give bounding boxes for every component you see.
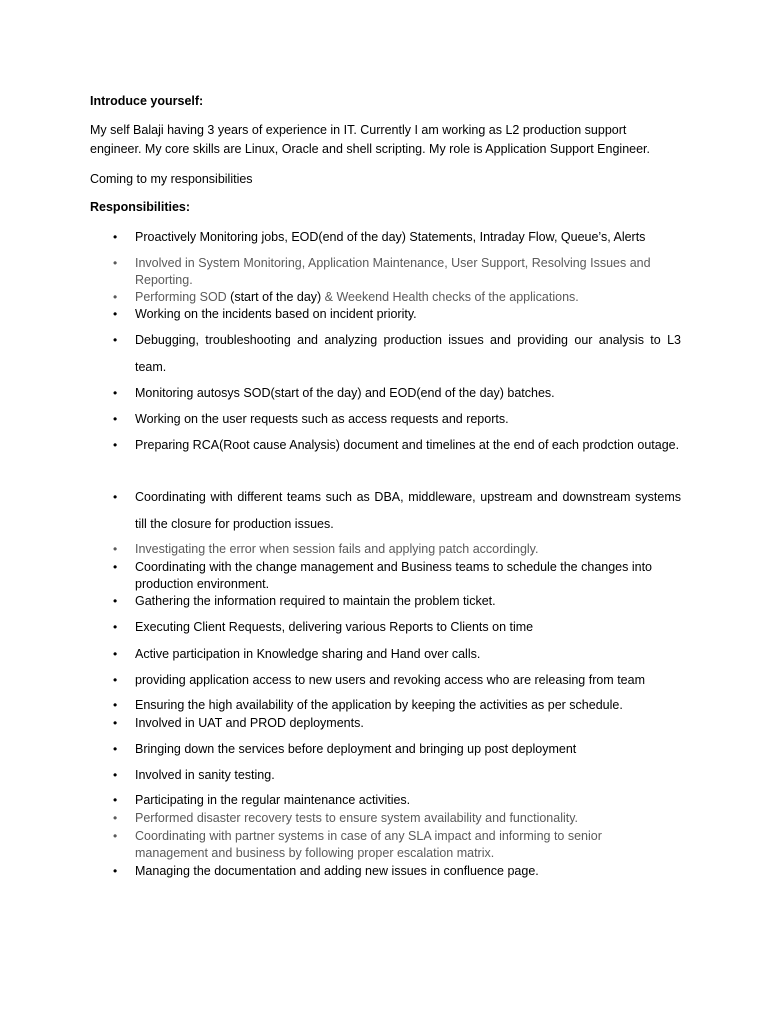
list-item-text: Investigating the error when session fails and applying patch accordingly. xyxy=(135,542,539,556)
sod-pre-text: Performing SOD xyxy=(135,290,231,304)
bullet-icon: • xyxy=(113,412,118,426)
bullet-icon: • xyxy=(113,620,118,634)
list-item-text: providing application access to new users and revoking access who are releasing from team xyxy=(135,673,645,687)
sod-post-text: & Weekend Health checks of the applications. xyxy=(321,290,579,304)
list-item xyxy=(113,715,681,732)
bullet-icon: • xyxy=(113,864,118,878)
list-item xyxy=(113,255,681,289)
bullet-icon: • xyxy=(113,829,118,843)
list-item-text: Active participation in Knowledge sharing and Hand over calls. xyxy=(135,647,481,661)
list-item xyxy=(113,385,681,402)
list-item-text: Executing Client Requests, delivering various Reports to Clients on time xyxy=(135,620,534,634)
intro-paragraph: My self Balaji having 3 years of experience in IT. Currently I am working as L2 production support engineer. My core skills are Linux, Oracle and shell scripting. My role is Application Support Engineer. xyxy=(90,123,651,156)
bullet-icon: • xyxy=(113,716,118,730)
list-item xyxy=(113,672,681,689)
bullet-icon: • xyxy=(113,811,118,825)
bullet-icon: • xyxy=(113,490,118,504)
list-item-text: Monitoring autosys SOD(start of the day) and EOD(end of the day) batches. xyxy=(135,386,555,400)
list-item-text: Coordinating with the change management and Business teams to schedule the changes into production environment. xyxy=(135,560,652,591)
list-item xyxy=(113,411,681,428)
list-item xyxy=(113,593,681,610)
list-item xyxy=(113,306,681,323)
bullet-icon: • xyxy=(113,768,118,782)
bullet-icon: • xyxy=(113,307,118,321)
intro-heading: Introduce yourself: xyxy=(90,94,204,108)
list-item-text: Bringing down the services before deployment and bringing up post deployment xyxy=(135,742,577,756)
list-item xyxy=(113,229,681,246)
list-item-text: Proactively Monitoring jobs, EOD(end of the day) Statements, Intraday Flow, Queue’s, Alerts xyxy=(135,230,646,244)
list-item xyxy=(113,541,681,558)
list-item xyxy=(113,437,681,459)
bullet-icon: • xyxy=(113,673,118,687)
bullet-icon: • xyxy=(113,333,118,347)
list-item xyxy=(113,810,681,827)
bullet-icon: • xyxy=(113,256,118,270)
list-item-text: Preparing RCA(Root cause Analysis) document and timelines at the end of each prodction outage. xyxy=(135,438,680,452)
bullet-icon: • xyxy=(113,386,118,400)
list-item-text: Participating in the regular maintenance activities. xyxy=(135,793,411,807)
list-item-text: Working on the user requests such as access requests and reports. xyxy=(135,412,509,426)
sod-mid-text: (start of the day) xyxy=(230,290,322,304)
bullet-icon: • xyxy=(113,290,118,304)
coming-line: Coming to my responsibilities xyxy=(90,172,253,186)
list-item xyxy=(113,697,681,714)
list-item-text: Gathering the information required to maintain the problem ticket. xyxy=(135,594,496,608)
list-item-text xyxy=(135,289,681,306)
bullet-icon: • xyxy=(113,742,118,756)
list-item xyxy=(113,863,681,880)
list-item-text: Coordinating with different teams such as DBA, middleware, upstream and downstream systems till the closure for production issues. xyxy=(135,490,681,531)
list-item xyxy=(113,828,681,862)
list-item-text: Performed disaster recovery tests to ensure system availability and functionality. xyxy=(135,811,579,825)
list-item-text: Working on the incidents based on incident priority. xyxy=(135,307,417,321)
bullet-icon: • xyxy=(113,647,118,661)
list-item-text: Managing the documentation and adding new issues in confluence page. xyxy=(135,864,539,878)
list-item-text: Debugging, troubleshooting and analyzing production issues and providing our analysis to L3 team. xyxy=(135,333,681,374)
list-item xyxy=(113,741,681,758)
list-item xyxy=(113,619,681,636)
list-item xyxy=(113,767,681,784)
list-item xyxy=(113,792,681,809)
bullet-icon: • xyxy=(113,438,118,452)
bullet-icon: • xyxy=(113,793,118,807)
list-item xyxy=(113,289,681,306)
bullet-icon: • xyxy=(113,560,118,574)
list-item xyxy=(113,332,681,381)
bullet-icon: • xyxy=(113,230,118,244)
list-item-text: Involved in UAT and PROD deployments. xyxy=(135,716,364,730)
list-item-text: Ensuring the high availability of the application by keeping the activities as per schedule. xyxy=(135,698,623,712)
bullet-icon: • xyxy=(113,594,118,608)
list-item xyxy=(113,559,681,593)
list-item xyxy=(113,646,681,663)
bullet-icon: • xyxy=(113,542,118,556)
bullet-icon: • xyxy=(113,698,118,712)
list-item-text: Involved in System Monitoring, Application Maintenance, User Support, Resolving Issues and Reporting. xyxy=(135,256,651,287)
responsibilities-heading: Responsibilities: xyxy=(90,200,191,214)
list-item-text: Coordinating with partner systems in case of any SLA impact and informing to senior management and business by following proper escalation matrix. xyxy=(135,829,602,860)
list-item-text: Involved in sanity testing. xyxy=(135,768,275,782)
list-item xyxy=(113,489,681,538)
